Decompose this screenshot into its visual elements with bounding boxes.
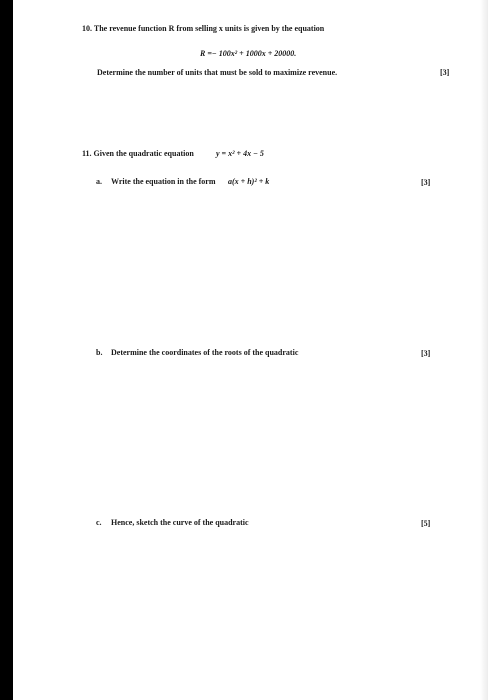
question-10-equation: R =− 100x² + 1000x + 20000. <box>200 49 297 58</box>
part-b-text: Determine the coordinates of the roots of the quadratic <box>111 348 299 357</box>
question-10-marks: [3] <box>440 68 450 77</box>
right-page-shadow <box>480 0 488 700</box>
part-c-marks: [5] <box>421 519 431 528</box>
question-10-text: 10. The revenue function R from selling x units is given by the equation <box>82 24 325 33</box>
part-a-marks: [3] <box>421 178 431 187</box>
part-a-text: Write the equation in the form <box>111 177 216 186</box>
part-a-form: a(x + h)² + k <box>228 177 270 186</box>
part-b-marks: [3] <box>421 349 431 358</box>
question-11-text: 11. Given the quadratic equation <box>82 149 194 158</box>
left-scan-border <box>0 0 13 700</box>
question-10-instruction: Determine the number of units that must be sold to maximize revenue. <box>97 68 338 77</box>
part-b-label: b. <box>96 348 103 357</box>
question-11-equation: y = x² + 4x − 5 <box>216 149 264 158</box>
part-a-label: a. <box>96 177 102 186</box>
part-c-text: Hence, sketch the curve of the quadratic <box>111 518 249 527</box>
part-c-label: c. <box>96 518 102 527</box>
